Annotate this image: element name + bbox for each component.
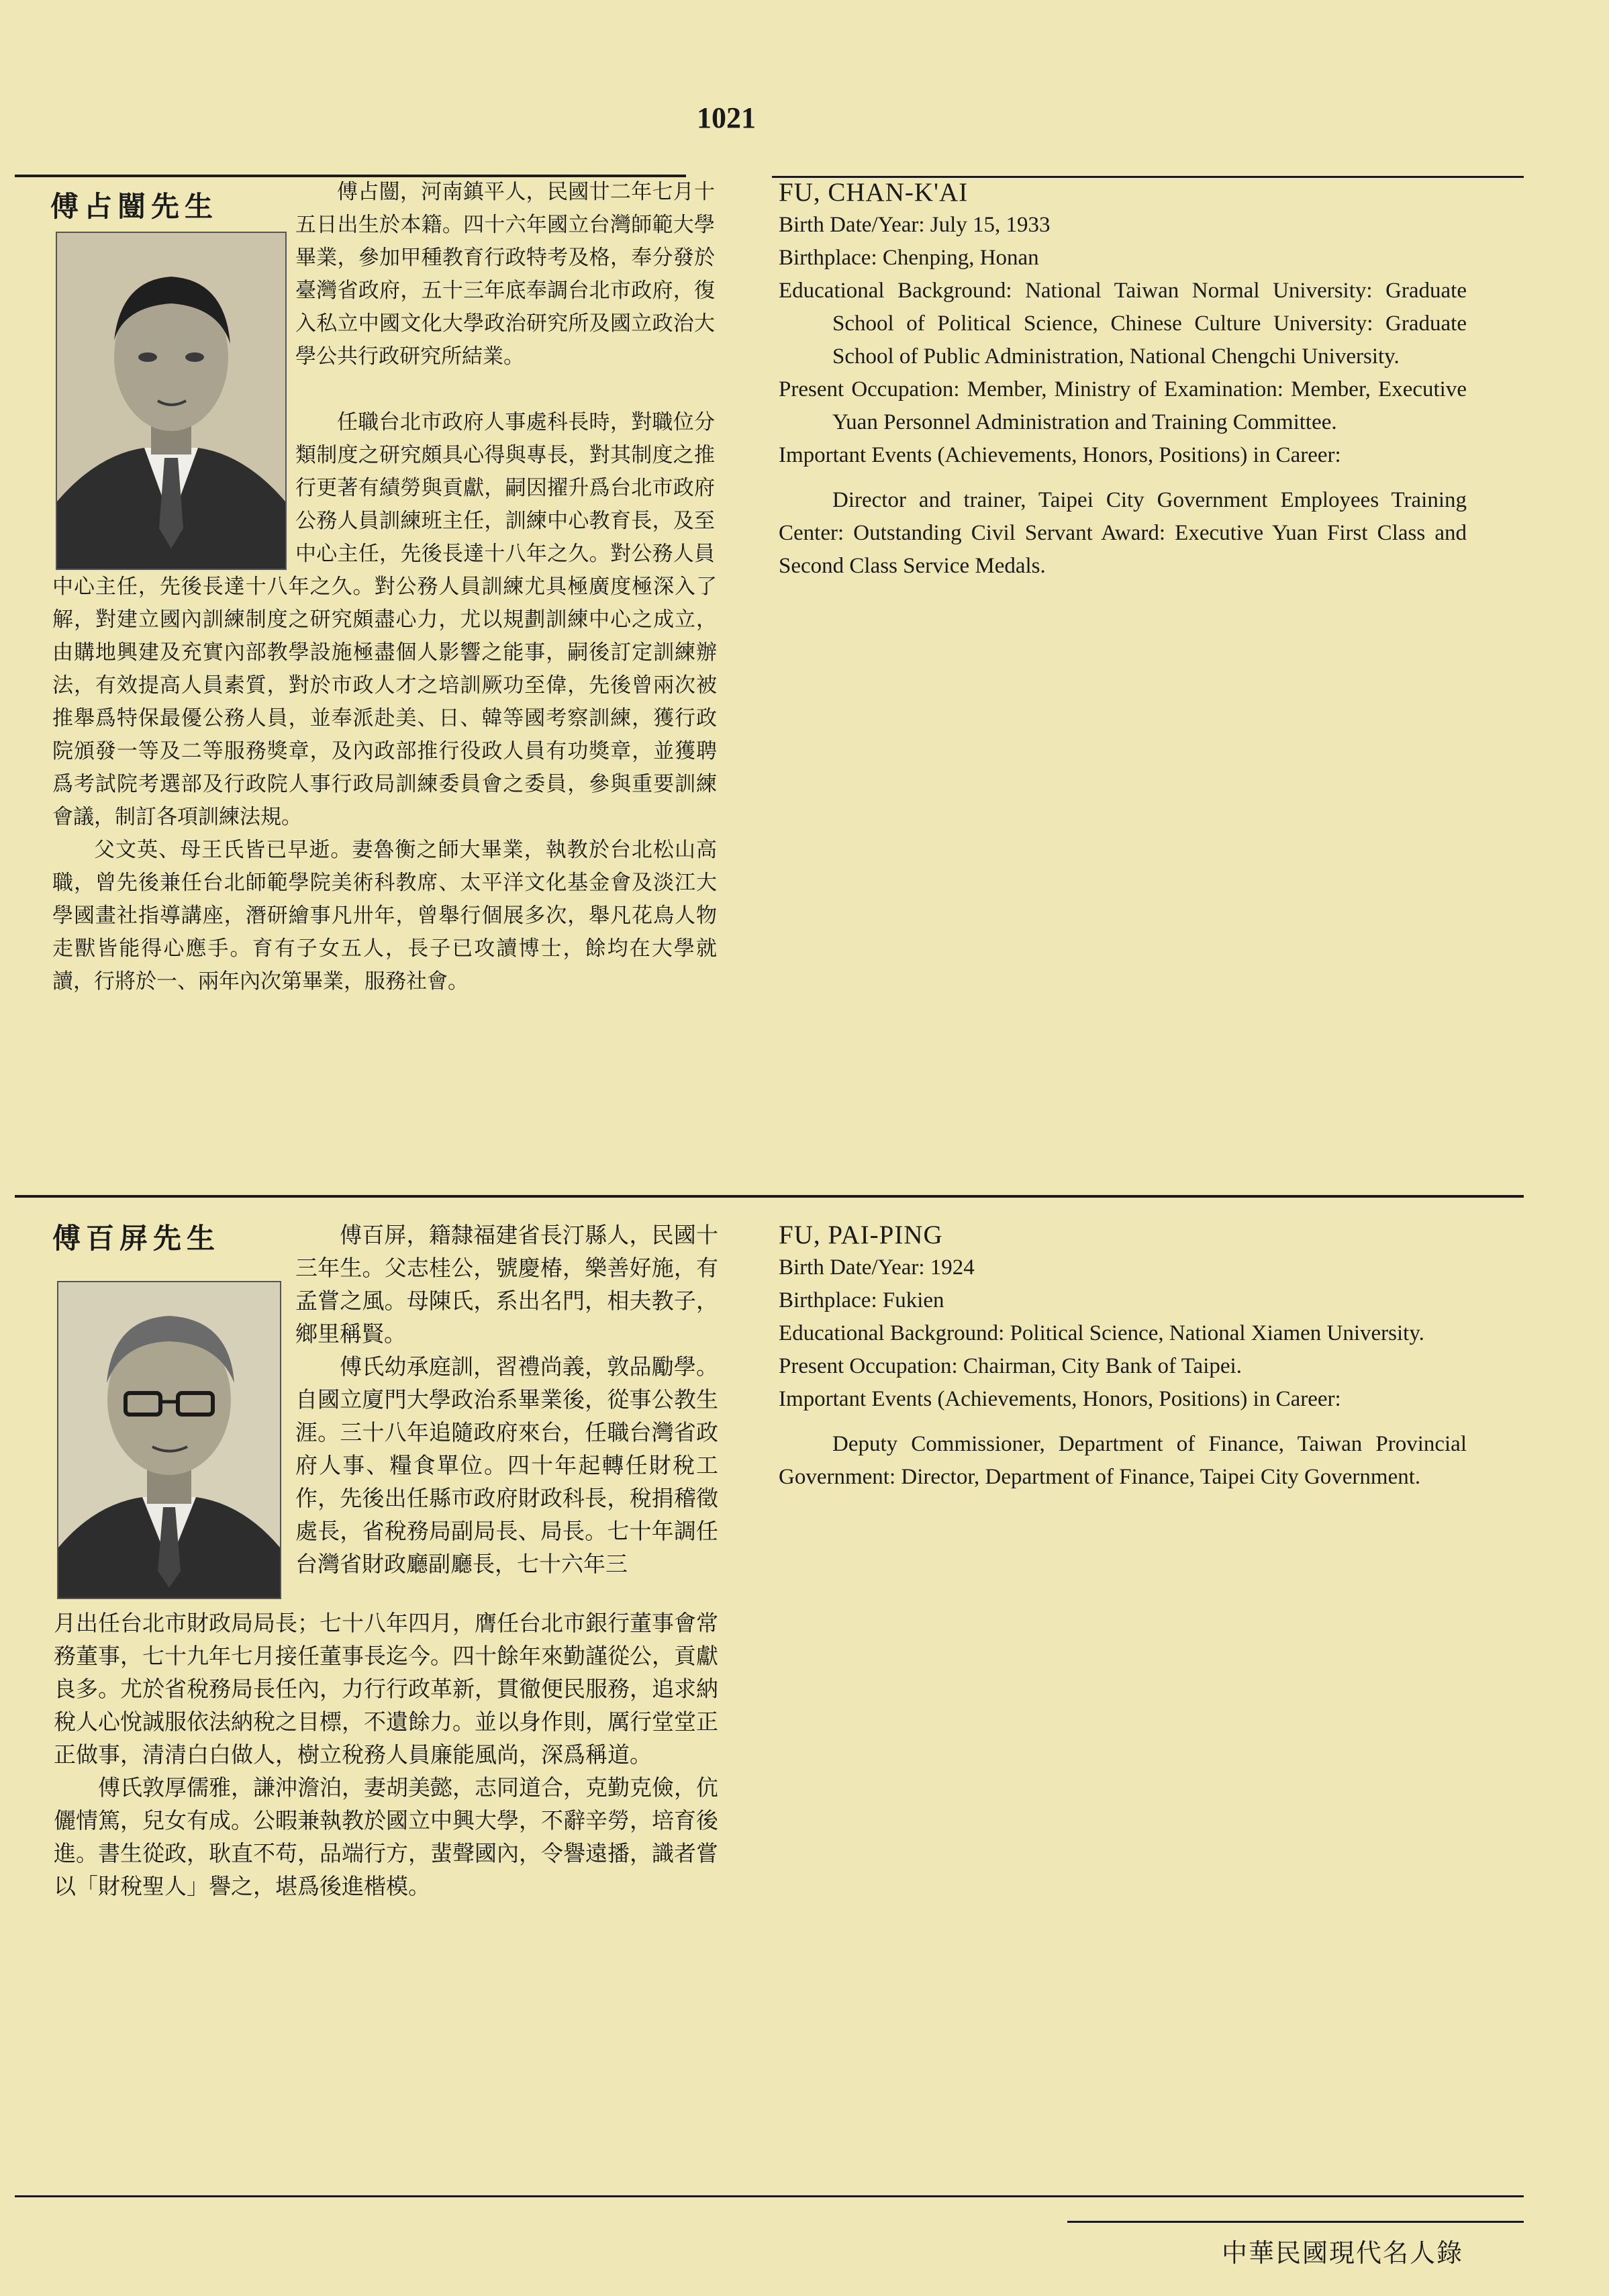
entry-1-english-name: FU, CHAN-K'AI [779, 178, 969, 207]
entry-2-english-bio [779, 1218, 1467, 1494]
page-number: 1021 [697, 101, 756, 134]
entry-2-education: Educational Background: Political Science, National Xiamen University. [779, 1321, 1424, 1345]
bottom-rule [15, 2195, 1524, 2197]
entry-1-events: Director and trainer, Taipei City Government Employees Training Center: Outstanding Civil Servant Award: Executive Yuan First Class and Second Class Service Medals. [779, 488, 1467, 578]
entry-2-chinese-bio-full-width [54, 1607, 718, 1903]
entry-1-chinese-name: 傅占闓先生 [50, 190, 219, 223]
footer-title: 中華民國現代名人錄 [1222, 2238, 1464, 2268]
entry-1-occupation: Present Occupation: Member, Ministry of Examination: Member, Executive Yuan Personnel Administration and Training Committee. [779, 377, 1467, 434]
entry-2-bio-paragraph-1: 傅百屏，籍隸福建省長汀縣人，民國十三年生。父志桂公，號慶椿，樂善好施，有孟嘗之風。母陳氏，系出名門，相夫教子，鄉里稱賢。 [295, 1222, 718, 1347]
entry-2-chinese-bio [295, 1218, 718, 1609]
entry-1-english-bio [779, 176, 1467, 583]
entry-1-bio-paragraph-2-start: 任職台北市政府人事處科長時，對職位分類制度之研究頗具心得與專長，對其制度之推行更著有績勞與貢獻，嗣因擢升爲台北市政府公務人員訓練班主任，訓練中心教育長，及至中心主任，先後長達十八年之久。對公務人員 [295, 410, 715, 566]
footer-rule [1067, 2221, 1524, 2223]
entry-2-portrait [57, 1281, 281, 1599]
middle-rule [15, 1195, 1524, 1198]
entry-1-bio-paragraph-2-rest: 中心主任，先後長達十八年之久。對公務人員訓練尤具極廣度極深入了解，對建立國內訓練制度之研究頗盡心力，尤以規劃訓練中心之成立，由購地興建及充實內部教學設施極盡個人影響之能事，嗣後訂定訓練辦法，有效提高人員素質，對於市政人才之培訓厥功至偉，先後曾兩次被推舉爲特保最優公務人員，並奉派赴美、日、韓等國考察訓練，獲行政院頒發一等及二等服務獎章，及內政部推行役政人員有功獎章，並獲聘爲考試院考選部及行政院人事行政局訓練委員會之委員，參與重要訓練會議，制訂各項訓練法規。 [52, 575, 717, 829]
entry-1-chinese-bio [295, 176, 715, 373]
entry-2-birth-date: Birth Date/Year: 1924 [779, 1255, 975, 1280]
entry-1-chinese-bio-continued [295, 406, 715, 571]
entry-2-birthplace: Birthplace: Fukien [779, 1288, 944, 1312]
entry-1-bio-paragraph-1: 傅占闓，河南鎮平人，民國廿二年七月十五日出生於本籍。四十六年國立台灣師範大學畢業，參加甲種教育行政特考及格，奉分發於臺灣省政府，五十三年底奉調台北市政府，復入私立中國文化大學政治研究所及國立政治大學公共行政研究所結業。 [295, 180, 715, 369]
entry-1-bio-paragraph-3: 父文英、母王氏皆已早逝。妻魯衡之師大畢業，執教於台北松山高職，曾先後兼任台北師範學院美術科教席、太平洋文化基金會及淡江大學國畫社指導講座，潛研繪事凡卅年，曾舉行個展多次，舉凡花鳥人物走獸皆能得心應手。育有子女五人，長子已攻讀博士，餘均在大學就讀，行將於一、兩年內次第畢業，服務社會。 [52, 838, 717, 994]
entry-1-education: Educational Background: National Taiwan Normal University: Graduate School of Political Science, Chinese Culture University: Graduate School of Public Administration, National Chengchi University. [779, 279, 1467, 369]
entry-2-bio-paragraph-2-start: 傅氏幼承庭訓，習禮尚義，敦品勵學。自國立廈門大學政治系畢業後，從事公教生涯。三十八年追隨政府來台，任職台灣省政府人事、糧食單位。四十年起轉任財稅工作，先後出任縣市政府財政科長，稅捐稽徵處長，省稅務局副局長、局長。七十年調任台灣省財政廳副廳長，七十六年三 [295, 1353, 718, 1577]
entry-2-english-name: FU, PAI-PING [779, 1221, 943, 1249]
entry-2-bio-paragraph-2-rest: 月出任台北市財政局局長；七十八年四月，膺任台北市銀行董事會常務董事，七十九年七月接任董事長迄今。四十餘年來勤謹從公，貢獻良多。尤於省稅務局長任內，力行行政革新，貫徹便民服務，追求納稅人心悅誠服依法納稅之目標，不遺餘力。並以身作則，厲行堂堂正正做事，清清白白做人，樹立稅務人員廉能風尚，深爲稱道。 [54, 1610, 718, 1768]
entry-2-events: Deputy Commissioner, Department of Finance, Taiwan Provincial Government: Director, Department of Finance, Taipei City Government. [779, 1432, 1467, 1489]
entry-2-occupation: Present Occupation: Chairman, City Bank of Taipei. [779, 1354, 1242, 1378]
entry-2-bio-paragraph-3: 傅氏敦厚儒雅，謙沖澹泊，妻胡美懿，志同道合，克勤克儉，伉儷情篤，兒女有成。公暇兼執教於國立中興大學，不辭辛勞，培育後進。書生從政，耿直不苟，品端行方，蜚聲國內，令譽遠播，識者嘗以「財稅聖人」譽之，堪爲後進楷模。 [54, 1774, 718, 1899]
entry-2-chinese-name: 傅百屏先生 [52, 1222, 221, 1255]
entry-1-chinese-bio-full-width [52, 571, 717, 998]
entry-1-portrait [56, 232, 287, 570]
entry-1-birth-date: Birth Date/Year: July 15, 1933 [779, 213, 1051, 237]
entry-1-events-label: Important Events (Achievements, Honors, Positions) in Career: [779, 443, 1341, 467]
entry-2-events-label: Important Events (Achievements, Honors, Positions) in Career: [779, 1387, 1341, 1411]
entry-1-birthplace: Birthplace: Chenping, Honan [779, 246, 1039, 270]
